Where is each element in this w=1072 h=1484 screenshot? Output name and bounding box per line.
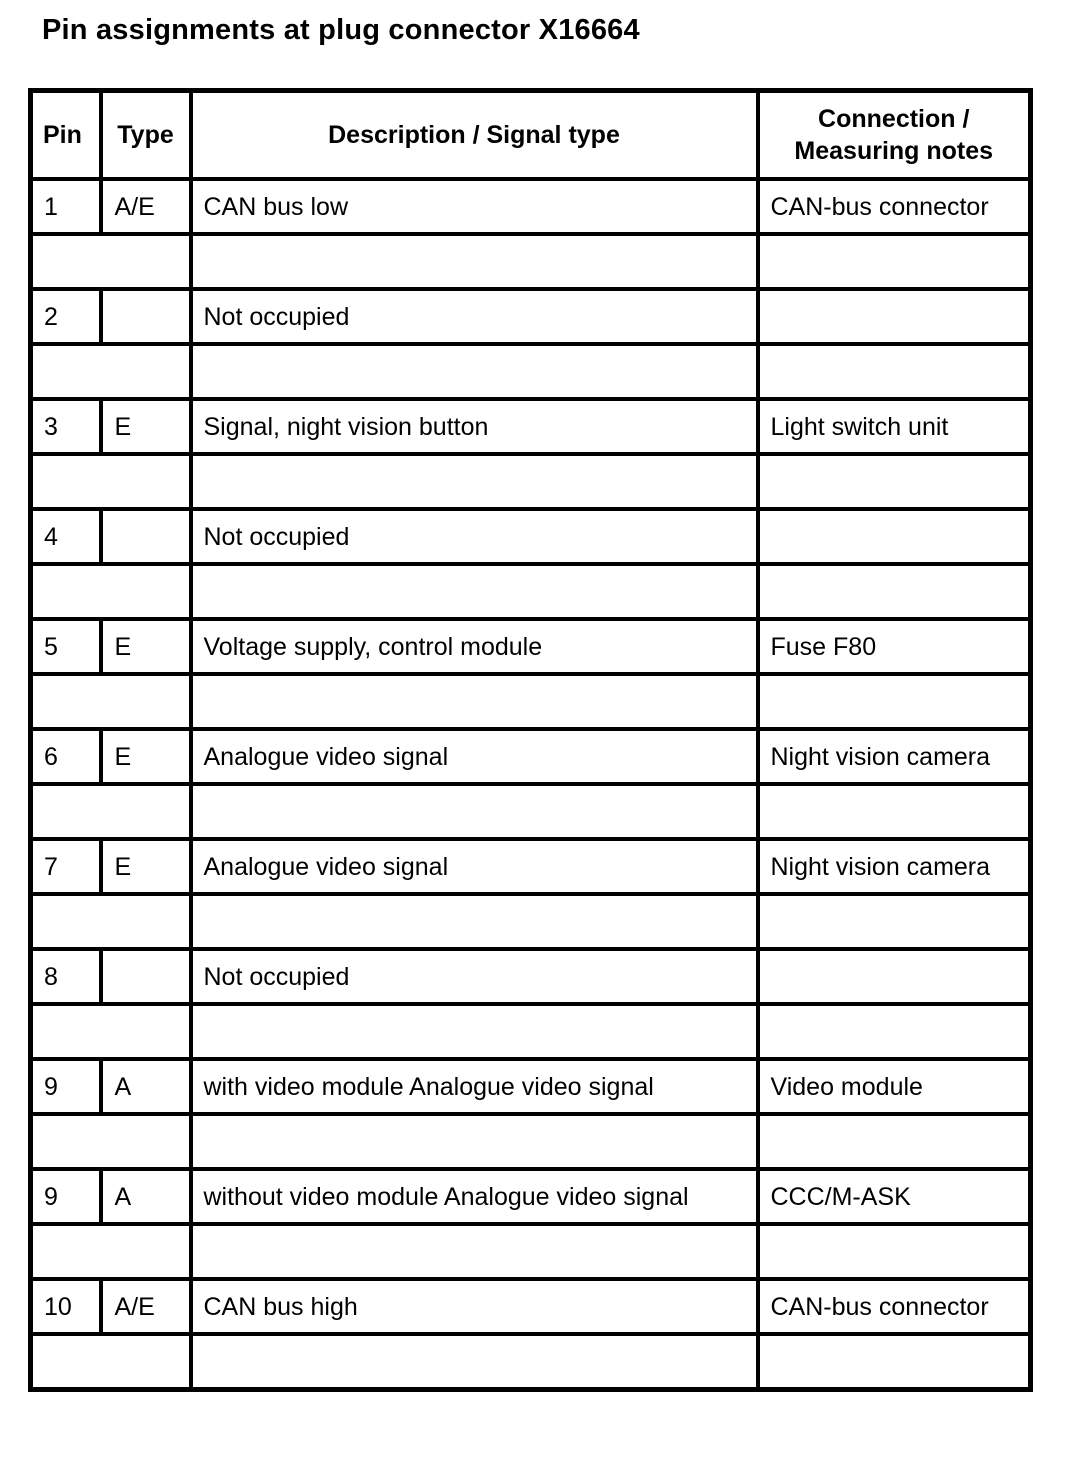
spacer-cell [191,1004,758,1059]
type-cell: E [101,839,191,894]
connection-cell: Night vision camera [758,839,1031,894]
spacer-cell [191,1114,758,1169]
type-cell: E [101,399,191,454]
connection-cell: Light switch unit [758,399,1031,454]
spacer-row [31,1224,1031,1279]
table-header-row [31,91,1031,180]
spacer-cell [758,344,1031,399]
connection-cell: Fuse F80 [758,619,1031,674]
spacer-cell [31,344,191,399]
spacer-cell [758,564,1031,619]
spacer-row [31,1334,1031,1390]
spacer-cell [31,1334,191,1390]
spacer-cell [758,234,1031,289]
spacer-cell [31,894,191,949]
spacer-cell [758,784,1031,839]
description-cell: with video module Analogue video signal [191,1059,758,1114]
table-row [31,399,1031,454]
spacer-cell [191,454,758,509]
spacer-cell [758,1004,1031,1059]
description-cell: Not occupied [191,289,758,344]
table-row [31,1059,1031,1114]
connection-cell: CAN-bus connector [758,1279,1031,1334]
spacer-cell [758,1114,1031,1169]
column-header-type: Type [101,91,191,180]
type-cell [101,289,191,344]
description-cell: without video module Analogue video signal [191,1169,758,1224]
pin-assignment-table [28,88,1033,1392]
spacer-row [31,344,1031,399]
description-cell: Analogue video signal [191,729,758,784]
table-row [31,949,1031,1004]
type-cell: E [101,619,191,674]
connection-cell [758,289,1031,344]
type-cell: A/E [101,179,191,234]
spacer-cell [31,454,191,509]
column-header-connection: Connection / Measuring notes [758,91,1031,180]
table-row [31,1279,1031,1334]
description-cell: Analogue video signal [191,839,758,894]
pin-cell: 5 [31,619,101,674]
spacer-row [31,454,1031,509]
spacer-row [31,1004,1031,1059]
spacer-cell [191,1334,758,1390]
spacer-cell [31,564,191,619]
type-cell [101,509,191,564]
spacer-cell [31,784,191,839]
pin-cell: 7 [31,839,101,894]
spacer-cell [758,1224,1031,1279]
type-cell: A/E [101,1279,191,1334]
connection-cell: Night vision camera [758,729,1031,784]
table-row [31,509,1031,564]
pin-cell: 2 [31,289,101,344]
table-row [31,179,1031,234]
connection-cell: CCC/M-ASK [758,1169,1031,1224]
spacer-cell [191,234,758,289]
table-row [31,619,1031,674]
spacer-row [31,674,1031,729]
spacer-cell [31,234,191,289]
description-cell: CAN bus high [191,1279,758,1334]
spacer-cell [31,1114,191,1169]
pin-cell: 1 [31,179,101,234]
connection-cell: CAN-bus connector [758,179,1031,234]
type-cell: A [101,1059,191,1114]
connection-cell: Video module [758,1059,1031,1114]
spacer-row [31,564,1031,619]
spacer-cell [191,1224,758,1279]
spacer-row [31,894,1031,949]
spacer-cell [758,674,1031,729]
pin-cell: 10 [31,1279,101,1334]
type-cell [101,949,191,1004]
description-cell: Voltage supply, control module [191,619,758,674]
column-header-pin: Pin [31,91,101,180]
spacer-cell [31,1224,191,1279]
table-row [31,839,1031,894]
description-cell: CAN bus low [191,179,758,234]
table-row [31,289,1031,344]
spacer-cell [191,894,758,949]
description-cell: Not occupied [191,509,758,564]
pin-cell: 3 [31,399,101,454]
spacer-row [31,1114,1031,1169]
spacer-cell [191,674,758,729]
spacer-cell [191,344,758,399]
type-cell: A [101,1169,191,1224]
table-row [31,729,1031,784]
table-row [31,1169,1031,1224]
pin-cell: 9 [31,1169,101,1224]
spacer-row [31,784,1031,839]
spacer-cell [758,1334,1031,1390]
pin-cell: 6 [31,729,101,784]
connection-cell [758,949,1031,1004]
spacer-cell [758,454,1031,509]
spacer-cell [31,674,191,729]
spacer-cell [191,784,758,839]
spacer-cell [31,1004,191,1059]
pin-cell: 8 [31,949,101,1004]
pin-cell: 4 [31,509,101,564]
type-cell: E [101,729,191,784]
description-cell: Signal, night vision button [191,399,758,454]
connection-cell [758,509,1031,564]
spacer-cell [758,894,1031,949]
table-body [31,179,1031,1390]
description-cell: Not occupied [191,949,758,1004]
spacer-row [31,234,1031,289]
spacer-cell [191,564,758,619]
pin-cell: 9 [31,1059,101,1114]
column-header-description: Description / Signal type [191,91,758,180]
document-title: Pin assignments at plug connector X16664 [42,14,640,46]
